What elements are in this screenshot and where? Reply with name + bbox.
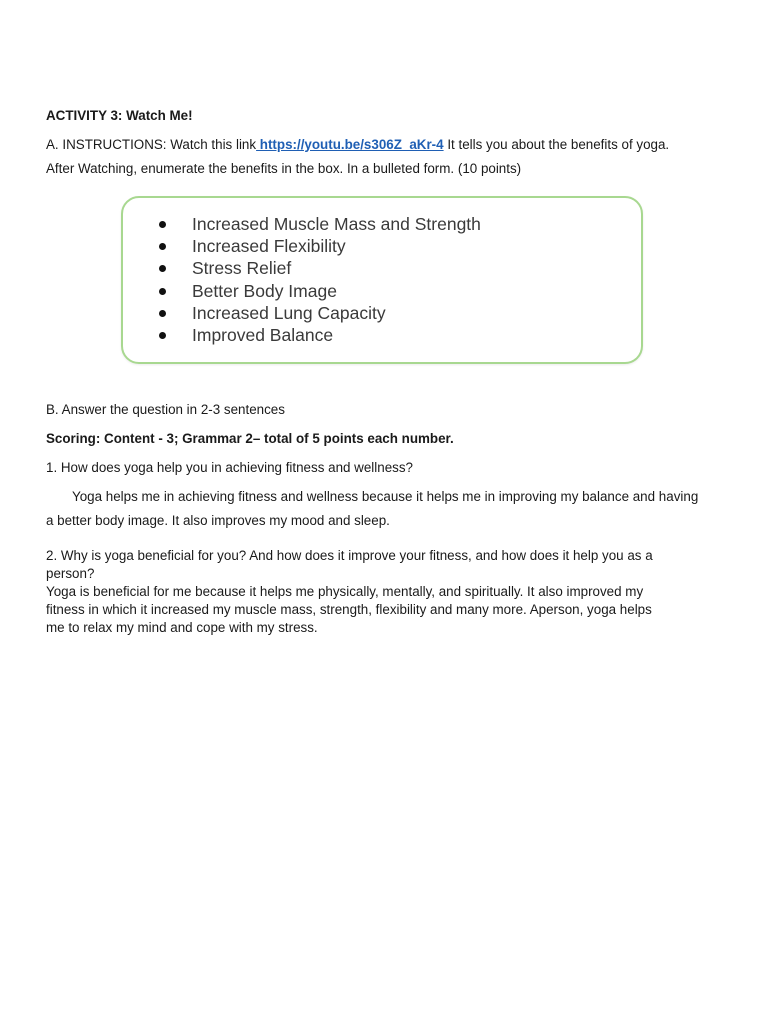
scoring-text: Scoring: Content - 3; Grammar 2– total of 5 points each number. (46, 431, 454, 446)
activity-title: ACTIVITY 3: Watch Me! (46, 108, 193, 123)
bullet-icon (159, 310, 166, 317)
answer-2-line-3: me to relax my mind and cope with my stress. (46, 620, 318, 635)
bullet-icon (159, 265, 166, 272)
youtube-link[interactable]: https://youtu.be/s306Z_aKr-4 (256, 137, 444, 152)
question-2-line-1: 2. Why is yoga beneficial for you? And how does it improve your fitness, and how does it help you as a (46, 548, 653, 563)
benefit-item: Stress Relief (159, 257, 481, 279)
question-2-line-2: person? (46, 566, 95, 581)
bullet-icon (159, 332, 166, 339)
benefit-item: Increased Flexibility (159, 235, 481, 257)
part-b-heading: B. Answer the question in 2-3 sentences (46, 402, 285, 417)
instructions-suffix: It tells you about the benefits of yoga. (443, 137, 670, 152)
benefit-item: Increased Lung Capacity (159, 302, 481, 324)
bullet-icon (159, 243, 166, 250)
benefit-item: Improved Balance (159, 324, 481, 346)
bullet-icon (159, 221, 166, 228)
answer-1-line-2: a better body image. It also improves my mood and sleep. (46, 513, 390, 528)
benefits-box (121, 196, 643, 364)
question-1: 1. How does yoga help you in achieving fitness and wellness? (46, 460, 413, 475)
benefit-item: Increased Muscle Mass and Strength (159, 213, 481, 235)
bullet-icon (159, 288, 166, 295)
instructions-line-2: After Watching, enumerate the benefits in the box. In a bulleted form. (10 points) (46, 161, 522, 176)
instructions-line-1 (46, 136, 669, 153)
answer-2-line-2: fitness in which it increased my muscle mass, strength, flexibility and many more. Aperson, yoga helps (46, 602, 652, 617)
benefits-list (159, 213, 481, 346)
answer-1-line-1: Yoga helps me in achieving fitness and wellness because it helps me in improving my balance and having (72, 489, 699, 504)
answer-2-line-1: Yoga is beneficial for me because it helps me physically, mentally, and spiritually. It also improved my (46, 584, 644, 599)
benefit-item: Better Body Image (159, 280, 481, 302)
instructions-prefix: A. INSTRUCTIONS: Watch this link (46, 137, 257, 152)
